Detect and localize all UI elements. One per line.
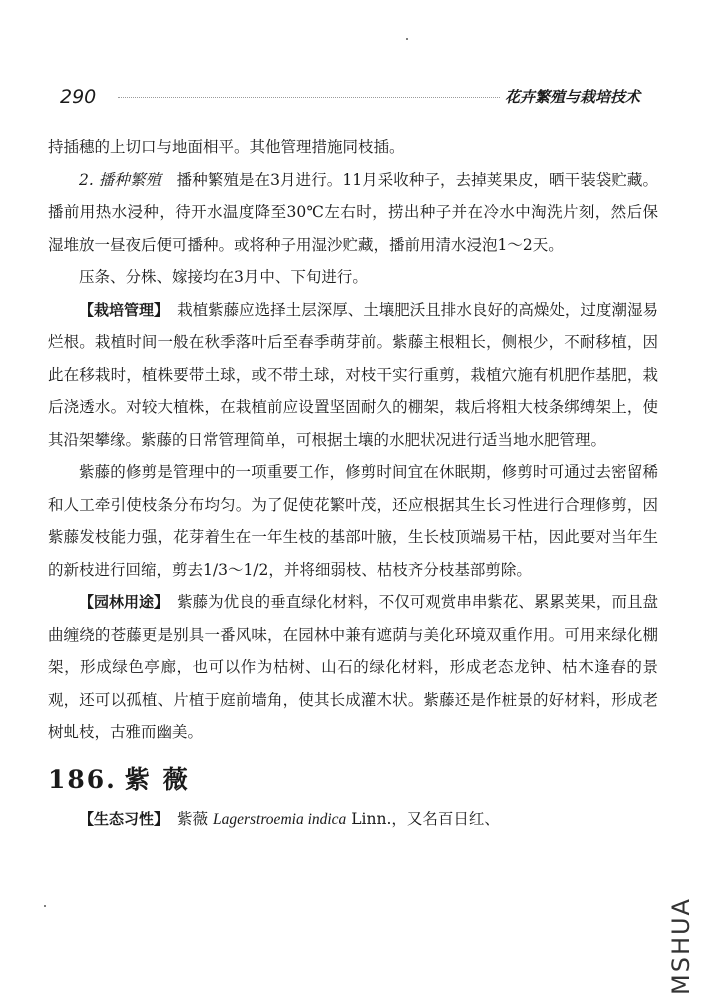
cultivation-text: 栽植紫藤应选择土层深厚、土壤肥沃且排水良好的高燥处，过度潮湿易烂根。栽植时间一般在秋季落叶后至春季萌芽前。紫藤主根粗长，侧根少，不耐移植，因此在移栽时，植株要带土球，或不带土球，对枝干实行重剪，栽植穴施有机肥作基肥，栽后浇透水。对较大植株，在栽植前应设置坚固耐久的棚架，栽后将粗大枝条绑缚架上，使其沿架攀缘。紫藤的日常管理简单，可根据土壤的水肥状况进行适当地水肥管理。 xyxy=(48,300,658,449)
section-title: 紫 薇 xyxy=(124,764,190,794)
paragraph-landscape-use xyxy=(48,586,658,749)
landscape-use-tag: 【园林用途】 xyxy=(79,593,162,611)
landscape-use-text: 紫藤为优良的垂直绿化材料，不仅可观赏串串紫花、累累荚果，而且盘曲缠绕的苍藤更是别具一番风味，在园林中兼有遮荫与美化环境双重作用。可用来绿化棚架，形成绿色亭廊，也可以作为枯树、山石的绿化材料，形成老态龙钟、枯木逢春的景观，还可以孤植、片植于庭前墙角，使其长成灌木状。紫藤还是作桩景的好材料，形成老树虬枝，古雅而幽美。 xyxy=(48,593,658,741)
paragraph-continuation: 持插穗的上切口与地面相平。其他管理措施同枝插。 xyxy=(48,138,405,156)
scan-speck xyxy=(406,38,408,40)
header-rule xyxy=(118,97,500,98)
section-heading xyxy=(48,763,658,797)
paragraph-ecology xyxy=(48,803,658,837)
watermark: MSHUA xyxy=(667,897,695,995)
paragraph-sowing xyxy=(48,164,658,262)
section-number: 186. xyxy=(48,764,117,794)
sowing-text: 播种繁殖是在3月进行。11月采收种子，去掉荚果皮，晒干装袋贮藏。播前用热水浸种，待开水温度降至30℃左右时，捞出种子并在冷水中淘洗片刻，然后保湿堆放一昼夜后便可播种。或将种子用湿沙贮藏，播前用清水浸泡1～2天。 xyxy=(48,170,658,254)
ecology-tag: 【生态习性】 xyxy=(79,809,162,828)
page-number: 290 xyxy=(60,86,97,108)
plant-name: 紫薇 xyxy=(177,809,209,828)
page-body xyxy=(48,131,658,836)
cultivation-tag: 【栽培管理】 xyxy=(79,300,162,319)
scientific-name: Lagerstroemia indica xyxy=(212,810,347,828)
page-header xyxy=(48,86,660,110)
ecology-text: Linn.，又名百日红、 xyxy=(351,809,500,828)
paragraph-pruning: 紫藤的修剪是管理中的一项重要工作，修剪时间宜在休眠期，修剪时可通过去密留稀和人工牵引使枝条分布均匀。为了促使花繁叶茂，还应根据其生长习性进行合理修剪，因紫藤发枝能力强，花芽着生在一年生枝的基部叶腋，生长枝顶端易干枯，因此要对当年生的新枝进行回缩，剪去1/3～1/2，并将细弱枝、枯枝齐分枝基部剪除。 xyxy=(48,463,658,579)
scan-speck xyxy=(44,905,46,907)
paragraph-layering: 压条、分株、嫁接均在3月中、下旬进行。 xyxy=(79,268,368,286)
sowing-label: 2. 播种繁殖 xyxy=(79,170,162,189)
paragraph-cultivation xyxy=(48,294,658,457)
running-title: 花卉繁殖与栽培技术 xyxy=(504,88,640,106)
